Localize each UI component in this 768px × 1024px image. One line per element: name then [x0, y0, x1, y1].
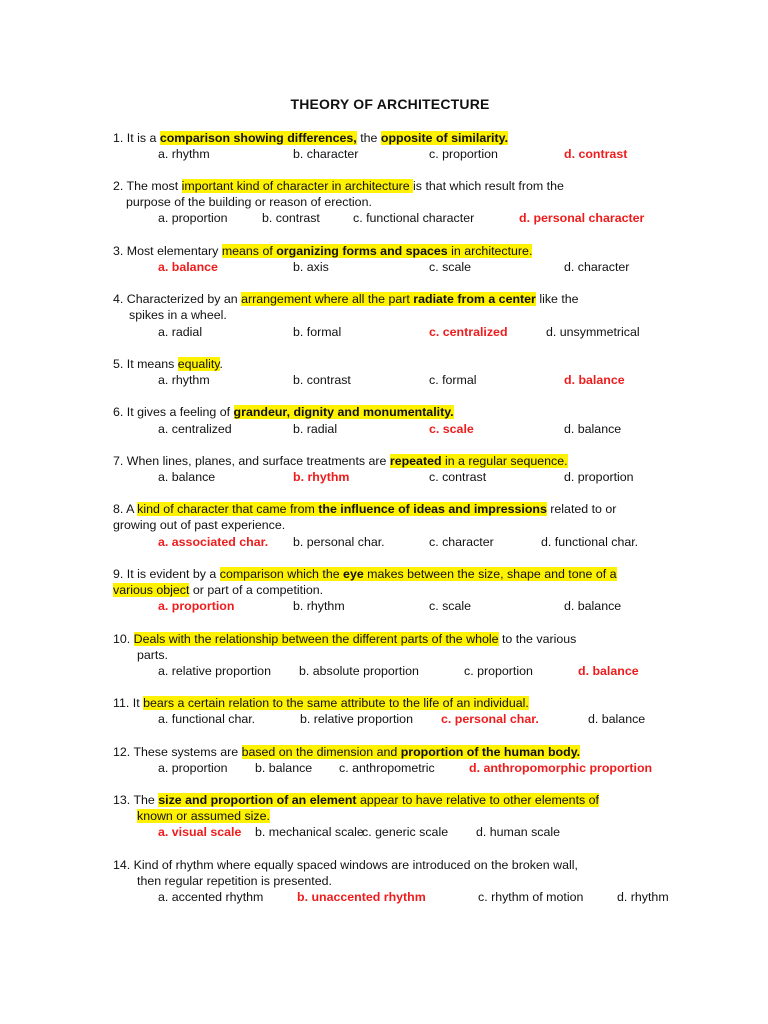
correct-answer-option: a. visual scale [158, 825, 242, 839]
highlighted-text: kind of character that came from [137, 502, 319, 516]
highlighted-text: grandeur, dignity and monumentality. [233, 405, 454, 419]
answer-option: c. generic scale [362, 825, 449, 839]
question-text: 14. Kind of rhythm where equally spaced windows are introduced on the broken wall, [113, 858, 578, 872]
answer-option: b. character [293, 147, 359, 161]
highlighted-text: means of [221, 244, 277, 258]
highlighted-text: equality [177, 357, 220, 371]
answer-option: a. balance [158, 470, 216, 484]
correct-answer-option: c. centralized [429, 325, 508, 339]
question-text: . [219, 357, 223, 371]
question-14-line-1 [113, 857, 578, 873]
question-text: is that which result from the [413, 179, 564, 193]
answer-option: d. human scale [476, 825, 561, 839]
correct-answer-option: a. balance [158, 260, 218, 274]
highlighted-text: arrangement where all the part [241, 292, 414, 306]
answer-option: b. contrast [293, 373, 351, 387]
correct-answer-option: d. contrast [564, 147, 628, 161]
question-9-line-2 [113, 582, 323, 598]
question-text: 1. It is a [113, 131, 160, 145]
answer-option: b. absolute proportion [299, 664, 419, 678]
answer-option: a. centralized [158, 422, 232, 436]
answer-option: a. accented rhythm [158, 890, 264, 904]
answer-option: c. contrast [429, 470, 487, 484]
highlighted-text: size and proportion of an element [158, 793, 357, 807]
answer-option: d. functional char. [541, 535, 639, 549]
question-text: 2. The most [113, 179, 182, 193]
answer-option: a. functional char. [158, 712, 256, 726]
correct-answer-option: d. anthropomorphic proportion [469, 761, 653, 775]
answer-option: a. proportion [158, 761, 228, 775]
question-6-line-1 [113, 404, 454, 420]
answer-option: b. formal [293, 325, 342, 339]
answer-option: c. scale [429, 599, 472, 613]
question-text: 5. It means [113, 357, 178, 371]
question-1-line-1 [113, 130, 508, 146]
question-12-line-1 [113, 744, 580, 760]
answer-option: b. mechanical scale [255, 825, 364, 839]
question-text: then regular repetition is presented. [137, 874, 332, 888]
highlighted-text: opposite of similarity. [380, 131, 509, 145]
answer-option: a. radial [158, 325, 203, 339]
highlighted-text: known or assumed size. [137, 809, 270, 823]
answer-option: c. character [429, 535, 494, 549]
highlighted-text: comparison which the [219, 567, 344, 581]
question-text: spikes in a wheel. [129, 308, 227, 322]
page-title: THEORY OF ARCHITECTURE [290, 96, 490, 112]
question-9-line-1 [113, 566, 617, 582]
question-4-line-2 [129, 307, 227, 323]
highlighted-text: appear to have relative to other elements of [356, 793, 599, 807]
highlighted-text: bears a certain relation to the same attribute to the life of an individual. [143, 696, 529, 710]
question-2-line-2 [126, 194, 372, 210]
question-text: 12. These systems are [113, 745, 242, 759]
question-text: to the various [498, 632, 577, 646]
question-text: parts. [137, 648, 168, 662]
correct-answer-option: b. unaccented rhythm [297, 890, 426, 904]
answer-option: b. rhythm [293, 599, 345, 613]
question-4-line-1 [113, 291, 579, 307]
question-10-line-2 [137, 647, 168, 663]
answer-option: d. balance [564, 422, 622, 436]
question-text: like the [535, 292, 579, 306]
question-7-line-1 [113, 453, 568, 469]
highlighted-text: organizing forms and spaces [276, 244, 448, 258]
correct-answer-option: c. personal char. [441, 712, 539, 726]
answer-option: d. balance [564, 599, 622, 613]
answer-option: d. rhythm [617, 890, 669, 904]
question-2-line-1 [113, 178, 564, 194]
answer-option: b. personal char. [293, 535, 385, 549]
answer-option: d. proportion [564, 470, 634, 484]
question-text: growing out of past experience. [113, 518, 286, 532]
highlighted-text: in a regular sequence. [441, 454, 568, 468]
correct-answer-option: d. balance [578, 664, 639, 678]
question-3-line-1 [113, 243, 532, 259]
highlighted-text: various object [113, 583, 190, 597]
question-14-line-2 [137, 873, 332, 889]
highlighted-text: Deals with the relationship between the different parts of the whole [133, 632, 499, 646]
question-8-line-2 [113, 517, 285, 533]
answer-option: c. functional character [353, 211, 475, 225]
question-text: related to or [546, 502, 617, 516]
correct-answer-option: d. personal character [519, 211, 645, 225]
correct-answer-option: a. proportion [158, 599, 235, 613]
highlighted-text: comparison showing differences, [159, 131, 357, 145]
answer-option: c. formal [429, 373, 477, 387]
question-text: 3. Most elementary [113, 244, 222, 258]
answer-option: a. proportion [158, 211, 228, 225]
answer-option: b. contrast [262, 211, 320, 225]
highlighted-text: makes between the size, shape and tone of a [363, 567, 617, 581]
question-5-line-1 [113, 356, 223, 372]
answer-option: c. rhythm of motion [478, 890, 584, 904]
question-text: 9. It is evident by a [113, 567, 220, 581]
highlighted-text: in architecture. [447, 244, 533, 258]
correct-answer-option: b. rhythm [293, 470, 350, 484]
question-text: purpose of the building or reason of erection. [126, 195, 372, 209]
question-11-line-1 [113, 695, 529, 711]
question-text: 8. A [113, 502, 138, 516]
answer-option: a. relative proportion [158, 664, 271, 678]
question-text: or part of a competition. [189, 583, 324, 597]
answer-option: b. balance [255, 761, 313, 775]
question-10-line-1 [113, 631, 576, 647]
question-text: 11. It [113, 696, 144, 710]
question-text: 10. [113, 632, 134, 646]
answer-option: c. proportion [429, 147, 498, 161]
question-13-line-1 [113, 792, 599, 808]
highlighted-text: radiate from a center [413, 292, 536, 306]
answer-option: d. unsymmetrical [546, 325, 640, 339]
answer-option: d. character [564, 260, 630, 274]
question-text: the [356, 131, 381, 145]
question-text: 13. The [113, 793, 159, 807]
question-8-line-1 [113, 501, 616, 517]
highlighted-text: based on the dimension and [241, 745, 401, 759]
answer-option: c. anthropometric [339, 761, 435, 775]
answer-option: b. radial [293, 422, 338, 436]
question-13-line-2 [137, 808, 270, 824]
correct-answer-option: c. scale [429, 422, 474, 436]
answer-option: b. relative proportion [300, 712, 413, 726]
highlighted-text: repeated [389, 454, 442, 468]
correct-answer-option: d. balance [564, 373, 625, 387]
question-text: 4. Characterized by an [113, 292, 242, 306]
highlighted-text: proportion of the human body. [400, 745, 581, 759]
highlighted-text: important kind of character in architecture [181, 179, 414, 193]
answer-option: d. balance [588, 712, 646, 726]
answer-option: c. proportion [464, 664, 533, 678]
answer-option: a. rhythm [158, 373, 210, 387]
answer-option: c. scale [429, 260, 472, 274]
answer-option: b. axis [293, 260, 329, 274]
correct-answer-option: a. associated char. [158, 535, 269, 549]
question-text: 6. It gives a feeling of [113, 405, 234, 419]
answer-option: a. rhythm [158, 147, 210, 161]
question-text: 7. When lines, planes, and surface treatments are [113, 454, 390, 468]
highlighted-text: the influence of ideas and impressions [318, 502, 547, 516]
highlighted-text: eye [343, 567, 364, 581]
